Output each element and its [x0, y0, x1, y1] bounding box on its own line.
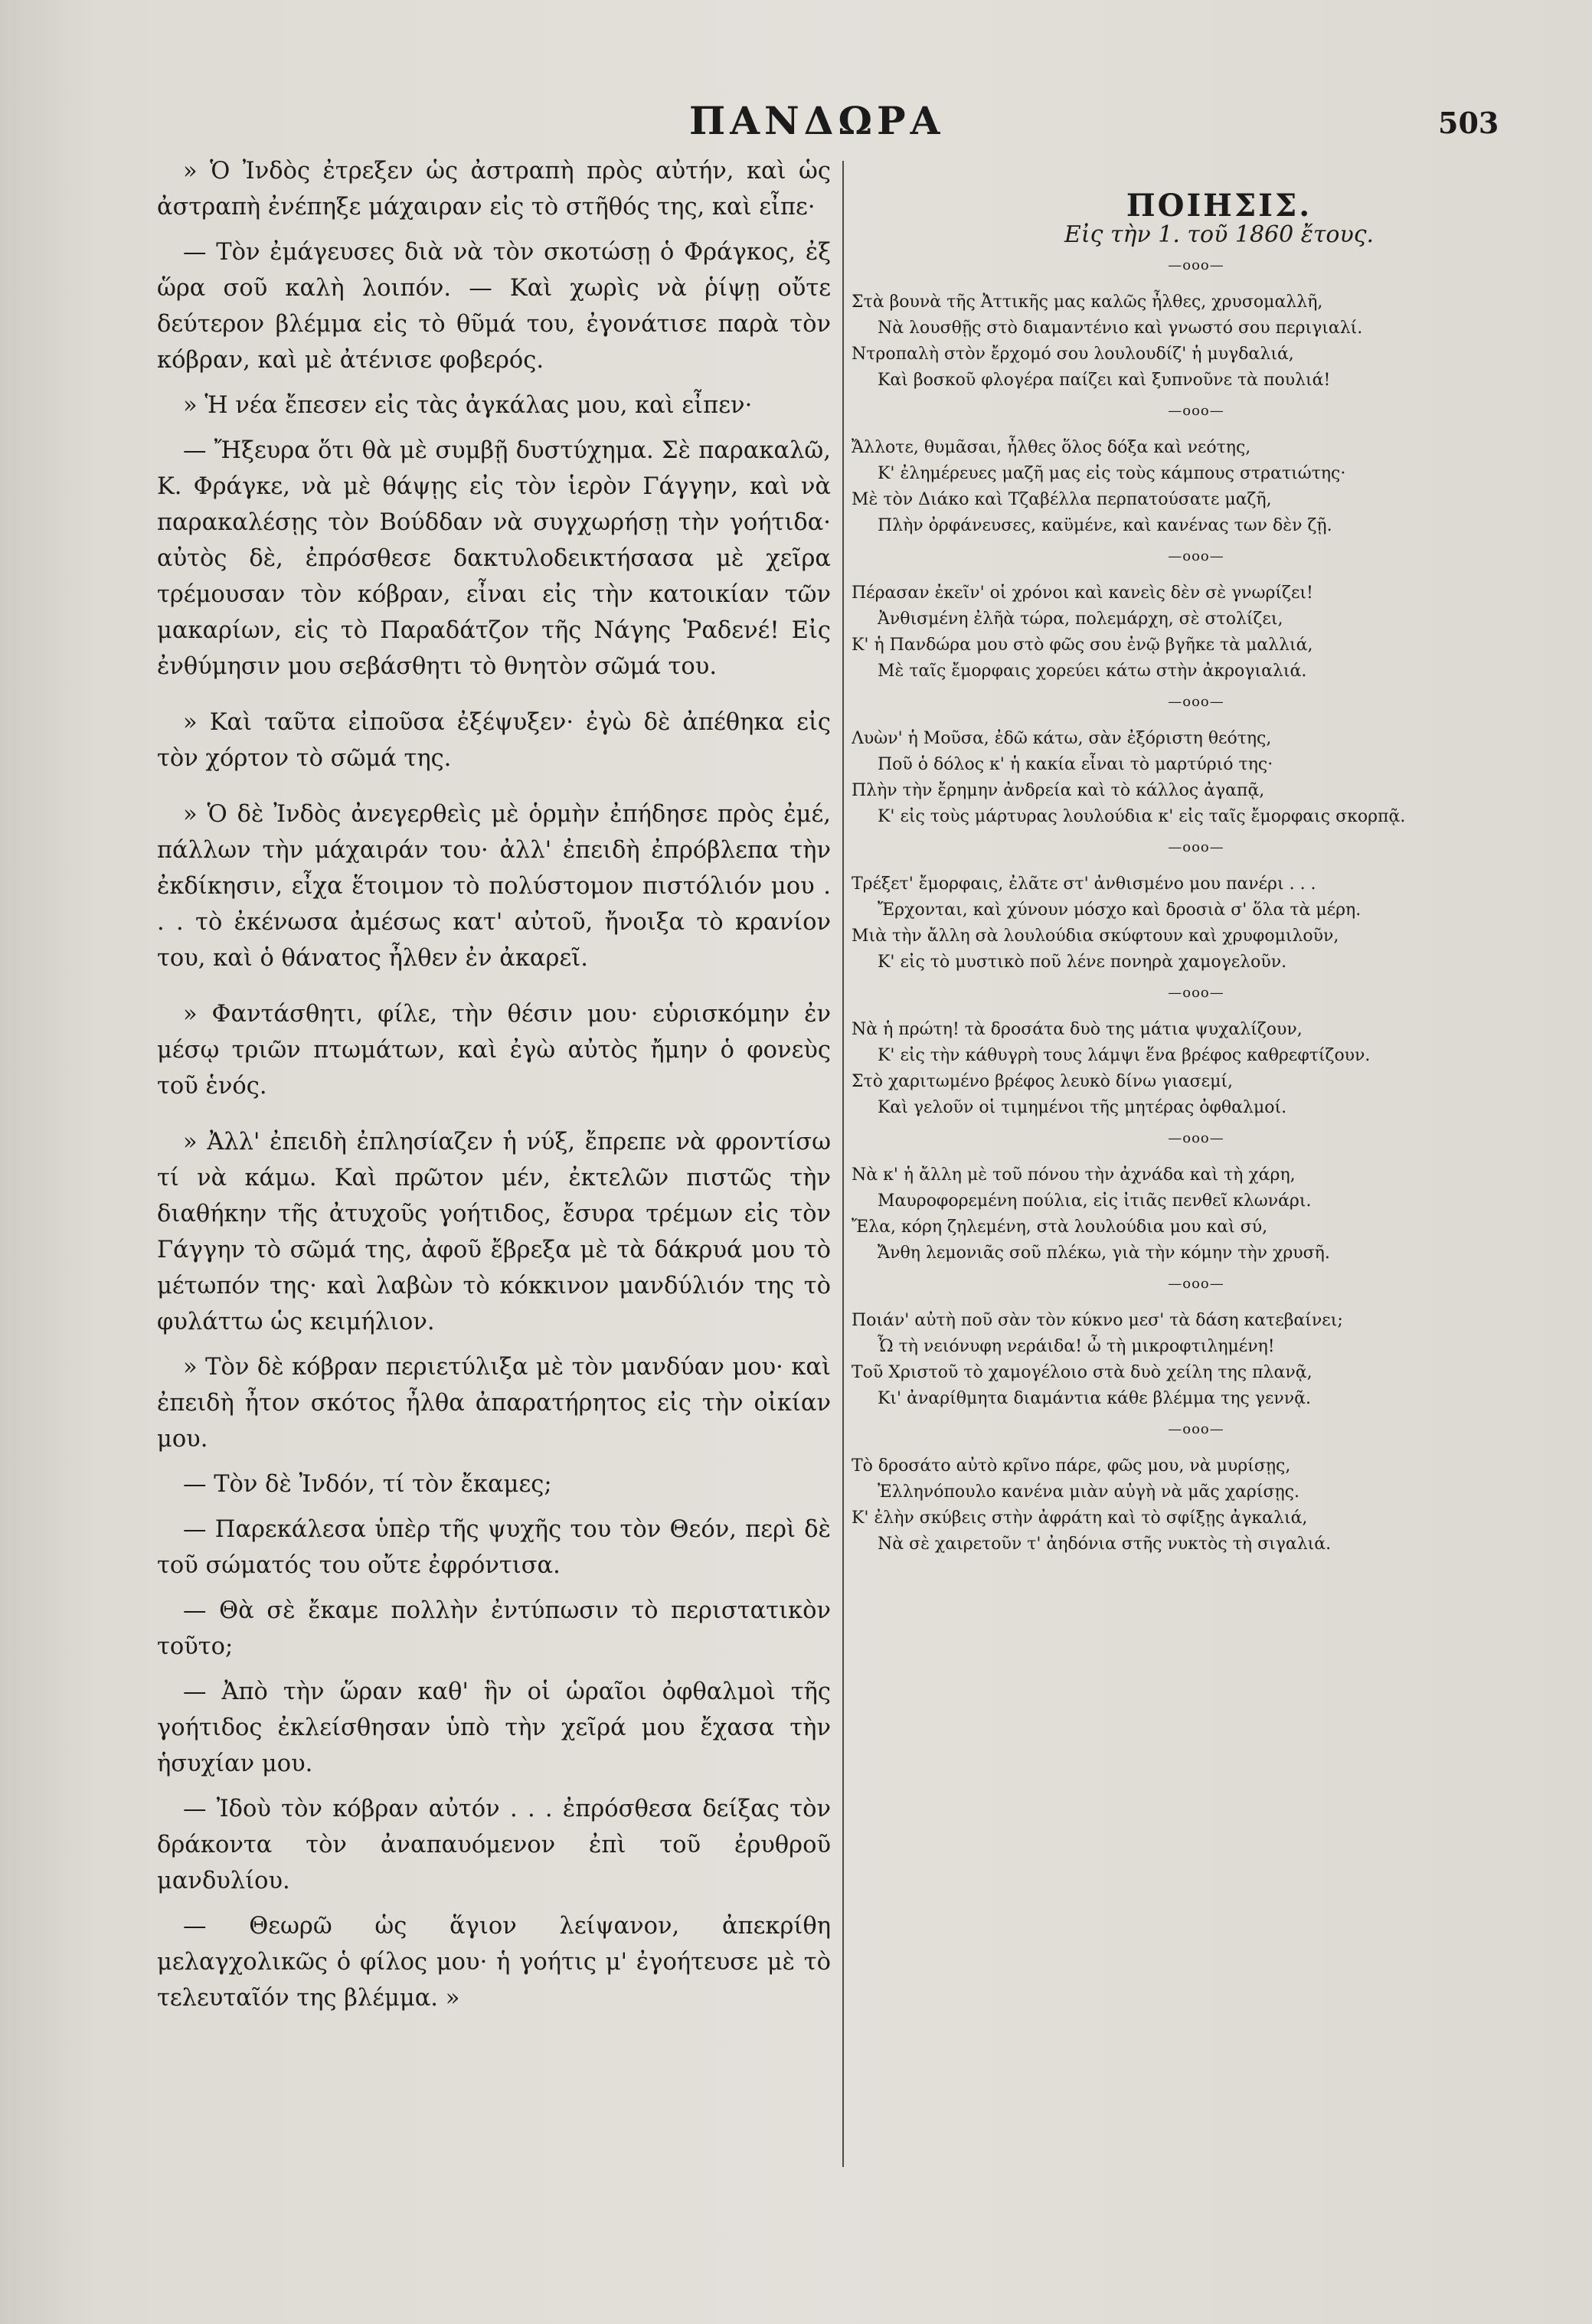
page-number: 503: [1438, 106, 1499, 140]
stanza-separator: —ooo—: [1168, 694, 1224, 710]
poem-line: Πλὴν τὴν ἔρημην ἀνδρεία καὶ τὸ κάλλος ἀγαπᾷ,: [852, 781, 1265, 800]
poem-line: Νὰ σὲ χαιρετοῦν τ' ἀηδόνια στῆς νυκτὸς τὴ σιγαλιά.: [878, 1535, 1332, 1554]
paragraph: » Ὁ δὲ Ἰνδὸς ἀνεγερθεὶς μὲ ὁρμὴν ἐπήδησε πρὸς ἐμέ, πάλλων τὴν μάχαιράν του· ἀλλ' ἐπειδὴ ἐπρόβλεπα τὴν ἐκδίκησιν, εἶχα ἕτοιμον τὸ πολύστομον πιστόλιόν μου . . . τὸ ἐκένωσα ἀμέσως κατ' αὐτοῦ, ἤνοιξα τὸ κρανίον του, καὶ ὁ θάνατος ἦλθεν ἐν ἀκαρεῖ.: [157, 801, 831, 972]
poem-dedication: Εἰς τὴν 1. τοῦ 1860 ἔτους.: [1064, 221, 1375, 248]
separator: —ooo—: [1168, 257, 1224, 273]
paragraph: » Τὸν δὲ κόβραν περιετύλιξα μὲ τὸν μανδύαν μου· καὶ ἐπειδὴ ἦτον σκότος ἦλθα ἀπαρατήρητος εἰς τὴν οἰκίαν μου.: [157, 1354, 831, 1453]
stanza-separator: —ooo—: [1168, 1421, 1224, 1437]
poem-line: Καὶ βοσκοῦ φλογέρα παίζει καὶ ξυπνοῦνε τὰ πουλιά!: [878, 371, 1331, 390]
stanza-list: [852, 289, 1541, 1558]
poem-line: Μαυροφορεμένη πούλια, εἰς ἰτιᾶς πενθεῖ κλωνάρι.: [878, 1191, 1312, 1211]
poem-line: Νὰ λουσθῇς στὸ διαμαντένιο καὶ γνωστό σου περιγιαλί.: [878, 319, 1363, 338]
paragraph: — Τὸν δὲ Ἰνδόν, τί τὸν ἔκαμες;: [183, 1471, 552, 1498]
poem-line: Νὰ κ' ἡ ἄλλη μὲ τοῦ πόνου τὴν ἀχνάδα καὶ τὴ χάρη,: [852, 1165, 1296, 1185]
stanza-separator: —ooo—: [1168, 403, 1224, 419]
paragraph: » Καὶ ταῦτα εἰποῦσα ἐξέψυξεν· ἐγὼ δὲ ἀπέθηκα εἰς τὸν χόρτον τὸ σῶμά της.: [157, 709, 831, 772]
poem-line: Λυὼν' ἡ Μοῦσα, ἐδῶ κάτω, σὰν ἐξόριστη θεότης,: [852, 729, 1272, 748]
poem-line: Ποιάν' αὐτὴ ποῦ σὰν τὸν κύκνο μεσ' τὰ δάση κατεβαίνει;: [852, 1311, 1343, 1330]
poem-line: Ποῦ ὁ δόλος κ' ἡ κακία εἶναι τὸ μαρτύριό της·: [878, 755, 1273, 774]
running-title: ΠΑΝΔΩΡΑ: [689, 98, 945, 143]
right-column-poetry: [852, 153, 1541, 2221]
page-header: [0, 92, 1592, 161]
stanza: [852, 1017, 1541, 1121]
poem-line: Τοῦ Χριστοῦ τὸ χαμογέλοιο στὰ δυὸ χείλη της πλανᾷ,: [852, 1363, 1313, 1382]
poem-line: Στὰ βουνὰ τῆς Ἀττικῆς μας καλῶς ἦλθες, χρυσομαλλῆ,: [852, 293, 1323, 312]
poem-line: Κ' ἡ Πανδώρα μου στὸ φῶς σου ἐνῷ βγῆκε τὰ μαλλιά,: [852, 636, 1313, 655]
poem-line: Νὰ ἡ πρώτη! τὰ δροσάτα δυὸ της μάτια ψυχαλίζουν,: [852, 1020, 1303, 1039]
paragraph: » Ἡ νέα ἔπεσεν εἰς τὰς ἀγκάλας μου, καὶ εἶπεν·: [183, 392, 753, 419]
poem-line: Πλὴν ὀρφάνευσες, καϋμένε, καὶ κανένας των δὲν ζῇ.: [878, 516, 1332, 535]
poem-line: Στὸ χαριτωμένο βρέφος λευκὸ δίνω γιασεμί,: [852, 1072, 1233, 1091]
poem-line: Τὸ δροσάτο αὐτὸ κρῖνο πάρε, φῶς μου, νὰ μυρίσῃς,: [852, 1456, 1291, 1476]
poem-line: Κ' εἰς τὴν κάθυγρὴ τους λάμψι ἕνα βρέφος καθρεφτίζουν.: [878, 1046, 1371, 1065]
poem-line: Καὶ γελοῦν οἱ τιμημένοι τῆς μητέρας ὀφθαλμοί.: [878, 1098, 1287, 1117]
poem-line: Κ' εἰς τὸ μυστικὸ ποῦ λένε πονηρὰ χαμογελοῦν.: [878, 953, 1287, 972]
poem-line: Μὲ ταῖς ἔμορφαις χορεύει κάτω στὴν ἀκρογιαλιά.: [878, 662, 1307, 681]
stanza: [852, 1308, 1541, 1412]
poem-line: Μὲ τὸν Διάκο καὶ Τζαβέλλα περπατούσατε μαζῆ,: [852, 490, 1272, 509]
paragraph: — Θὰ σὲ ἔκαμε πολλὴν ἐντύπωσιν τὸ περιστατικὸν τοῦτο;: [157, 1597, 831, 1660]
paragraph: » Ὁ Ἰνδὸς ἐτρεξεν ὡς ἀστραπὴ πρὸς αὐτήν, καὶ ὡς ἀστραπὴ ἐνέπηξε μάχαιραν εἰς τὸ στῆθός της, καὶ εἶπε·: [157, 158, 831, 221]
stanza: [852, 726, 1541, 830]
stanza-separator: —ooo—: [1168, 839, 1224, 855]
poem-line: Κι' ἀναρίθμητα διαμάντια κάθε βλέμμα της γεννᾷ.: [878, 1389, 1311, 1408]
poem-line: Ἀνθισμένη ἐλῆὰ τώρα, πολεμάρχη, σὲ στολίζει,: [878, 610, 1283, 629]
poem-line: Μιὰ τὴν ἄλλη σὰ λουλούδια σκύφτουν καὶ χρυφομιλοῦν,: [852, 927, 1339, 946]
column-divider: [842, 161, 844, 2167]
paragraph: — Ἤξευρα ὅτι θὰ μὲ συμβῇ δυστύχημα. Σὲ παρακαλῶ, Κ. Φράγκε, νὰ μὲ θάψῃς εἰς τὸν ἱερὸν Γάγγην, καὶ νὰ παρακαλέσῃς τὸν Βούδδαν νὰ συγχωρήσῃ τὴν γοήτιδα· αὐτὸς δὲ, ἐπρόσθεσε δακτυλοδεικτήσασα μὲ χεῖρα τρέμουσαν τὸν κόβραν, εἶναι εἰς τὴν κατοικίαν τῶν μακαρίων, εἰς τὸ Παραδάτζον τῆς Νάγης Ῥαδενέ! Εἰς ἐνθύμησιν μου σεβάσθητι τὸ θνητὸν σῶμά του.: [157, 437, 831, 680]
paragraph: » Ἀλλ' ἐπειδὴ ἐπλησίαζεν ἡ νύξ, ἔπρεπε νὰ φροντίσω τί νὰ κάμω. Καὶ πρῶτον μέν, ἐκτελῶν πιστῶς τὴν διαθήκην τῆς ἀτυχοῦς γοήτιδος, ἔσυρα τρέμων εἰς τὸν Γάγγην τὸ σῶμά της, ἀφοῦ ἔβρεξα μὲ τὰ δάκρυά μου τὸ μέτωπόν της· καὶ λαβὼν τὸ κόκκινον μανδύλιόν της τὸ φυλάττω ὡς κειμήλιον.: [157, 1129, 831, 1335]
poem-line: Ἐλληνόπουλο κανένα μιὰν αὐγὴ νὰ μᾶς χαρίσῃς.: [878, 1482, 1299, 1502]
poem-line: Κ' ἐλὴν σκύβεις στὴν ἀφράτη καὶ τὸ σφίξῃς ἀγκαλιά,: [852, 1508, 1308, 1528]
poem-line: Ἔλα, κόρη ζηλεμένη, στὰ λουλούδια μου καὶ σύ,: [852, 1218, 1268, 1237]
left-column-prose: [157, 153, 831, 2198]
stanza-separator: —ooo—: [1168, 1276, 1224, 1292]
stanza-separator: —ooo—: [1168, 985, 1224, 1001]
paragraph: » Φαντάσθητι, φίλε, τὴν θέσιν μου· εὑρισκόμην ἐν μέσῳ τριῶν πτωμάτων, καὶ ἐγὼ αὐτὸς ἤμην ὁ φονεὺς τοῦ ἑνός.: [157, 1001, 831, 1100]
poem-line: Πέρασαν ἐκεῖν' οἱ χρόνοι καὶ κανεὶς δὲν σὲ γνωρίζει!: [852, 583, 1313, 603]
poem-line: Κ' εἰς τοὺς μάρτυρας λουλούδια κ' εἰς ταῖς ἔμορφαις σκορπᾷ.: [878, 807, 1406, 826]
section-title: ΠΟΙΗΣΙΣ.: [1126, 188, 1313, 224]
poem-line: Τρέξετ' ἔμορφαις, ἐλᾶτε στ' ἀνθισμένο μου πανέρι . . .: [852, 874, 1316, 894]
stanza: [852, 1453, 1541, 1558]
poem-line: Ντροπαλὴ στὸν ἔρχομό σου λουλουδίζ' ἡ μυγδαλιά,: [852, 345, 1294, 364]
stanza: [852, 289, 1541, 394]
stanza: [852, 435, 1541, 539]
paragraph: — Ἀπὸ τὴν ὥραν καθ' ἣν οἱ ὡραῖοι ὀφθαλμοὶ τῆς γοήτιδος ἐκλείσθησαν ὑπὸ τὴν χεῖρά μου ἔχασα τὴν ἡσυχίαν μου.: [157, 1678, 831, 1777]
paragraph: — Θεωρῶ ὡς ἅγιον λείψανον, ἀπεκρίθη μελαγχολικῶς ὁ φίλος μου· ἡ γοήτις μ' ἐγοήτευσε μὲ τὸ τελευταῖόν της βλέμμα. »: [157, 1913, 831, 2012]
paragraph: — Ἰδοὺ τὸν κόβραν αὐτόν . . . ἐπρόσθεσα δείξας τὸν δράκοντα τὸν ἀναπαυόμενον ἐπὶ τοῦ ἐρυθροῦ μανδυλίου.: [157, 1796, 831, 1894]
poem-line: Ἔρχονται, καὶ χύνουν μόσχο καὶ δροσιὰ σ' ὅλα τὰ μέρη.: [878, 901, 1362, 920]
poem-line: Κ' ἐλημέρευες μαζῆ μας εἰς τοὺς κάμπους στρατιώτης·: [878, 464, 1346, 483]
poem-line: Ὦ τὴ νειόνυφη νεράιδα! ὦ τὴ μικροφτιλημένη!: [878, 1337, 1275, 1356]
stanza-separator: —ooo—: [1168, 1130, 1224, 1146]
stanza: [852, 1162, 1541, 1267]
poem-line: Ἄνθη λεμονιᾶς σοῦ πλέκω, γιὰ τὴν κόμην τὴν χρυσῆ.: [878, 1244, 1330, 1263]
stanza: [852, 871, 1541, 976]
poem-line: Ἄλλοτε, θυμᾶσαι, ἦλθες ὅλος δόξα καὶ νεότης,: [852, 438, 1251, 457]
stanza-separator: —ooo—: [1168, 548, 1224, 564]
paragraph: — Παρεκάλεσα ὑπὲρ τῆς ψυχῆς του τὸν Θεόν, περὶ δὲ τοῦ σώματός του οὔτε ἐφρόντισα.: [157, 1516, 831, 1579]
paragraph: — Τὸν ἐμάγευσες διὰ νὰ τὸν σκοτώσῃ ὁ Φράγκος, ἐξ ὥρα σοῦ καλὴ λοιπόν. — Καὶ χωρὶς νὰ ῥίψῃ οὔτε δεύτερον βλέμμα εἰς τὸ θῦμά του, ἐγονάτισε παρὰ τὸν κόβραν, καὶ μὲ ἀτένισε φοβερός.: [157, 239, 831, 374]
stanza: [852, 580, 1541, 685]
